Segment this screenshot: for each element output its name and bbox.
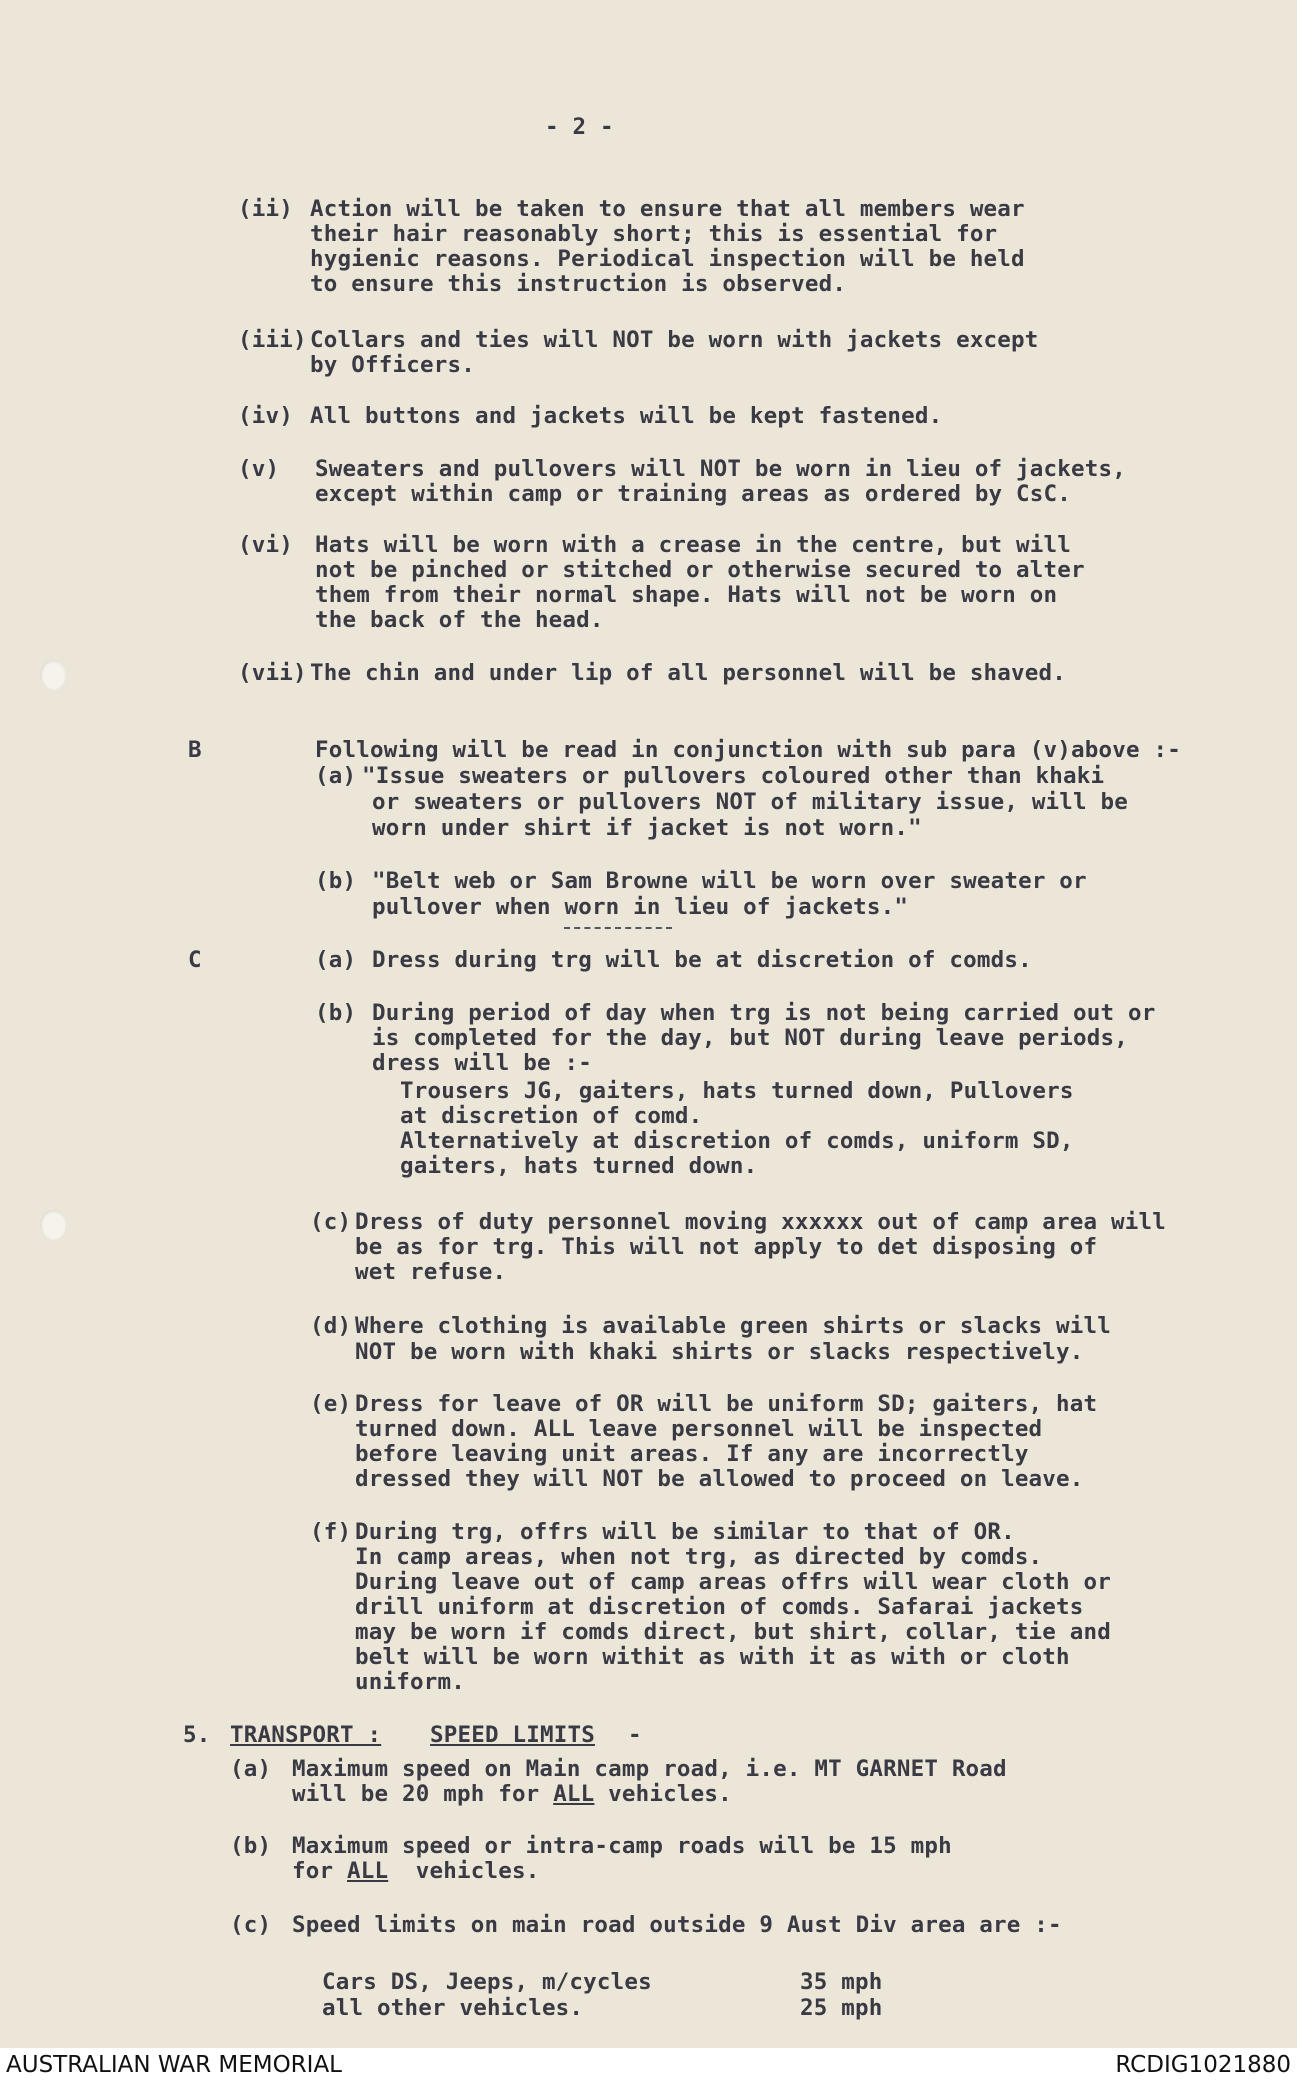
section-b-b-line: "Belt web or Sam Browne will be worn over sweater or [372, 868, 1087, 894]
all-emphasis: ALL [553, 1781, 595, 1807]
section-c-label: C [188, 947, 202, 973]
item-vi-line: them from their normal shape. Hats will not be worn on [315, 582, 1058, 608]
section-c-b-sub: at discretion of comd. [400, 1103, 703, 1129]
item-ii-line: Action will be taken to ensure that all members wear [310, 196, 1025, 222]
section-c-f-line: belt will be worn withit as with it as with or cloth [355, 1644, 1070, 1670]
section-5-b-line: Maximum speed or intra-camp roads will be 15 mph [292, 1833, 952, 1859]
speed-limit-vehicle: all other vehicles. [322, 1995, 584, 2021]
punch-hole-bottom [40, 1210, 66, 1240]
item-vi-line: not be pinched or stitched or otherwise secured to alter [315, 557, 1085, 583]
section-c-f-line: In camp areas, when not trg, as directed by comds. [355, 1544, 1043, 1570]
section-c-d-label: (d) [310, 1313, 352, 1339]
section-b-label: B [188, 737, 202, 763]
section-c-f-line: During trg, offrs will be similar to that of OR. [355, 1519, 1015, 1545]
section-c-e-line: before leaving unit areas. If any are incorrectly [355, 1441, 1029, 1467]
footer-right-text: RCDIG1021880 [1115, 2052, 1291, 2078]
item-vi-line: Hats will be worn with a crease in the centre, but will [315, 532, 1072, 558]
section-c-e-line: dressed they will NOT be allowed to proceed on leave. [355, 1466, 1084, 1492]
item-ii-line: hygienic reasons. Periodical inspection will be held [310, 246, 1025, 272]
section-b-a-line: or sweaters or pullovers NOT of military issue, will be [372, 789, 1129, 815]
section-c-b-sub: gaiters, hats turned down. [400, 1153, 758, 1179]
archive-footer [0, 2048, 1297, 2082]
section-b-a-label: (a) [315, 763, 357, 789]
section-c-f-line: During leave out of camp areas offrs will wear cloth or [355, 1569, 1112, 1595]
item-iv-line: All buttons and jackets will be kept fastened. [310, 403, 943, 429]
section-c-b-label: (b) [315, 1000, 357, 1026]
section-c-f-label: (f) [310, 1519, 352, 1545]
item-v-line: Sweaters and pullovers will NOT be worn in lieu of jackets, [315, 456, 1127, 482]
item-iv-label: (iv) [238, 403, 293, 429]
section-c-c-line: Dress of duty personnel moving xxxxxx out of camp area will [355, 1209, 1167, 1235]
item-iii-line: by Officers. [310, 352, 475, 378]
item-iii-line: Collars and ties will NOT be worn with jackets except [310, 327, 1039, 353]
section-c-c-label: (c) [310, 1209, 352, 1235]
item-ii-label: (ii) [238, 196, 293, 222]
speed-limit-value: 25 mph [800, 1995, 883, 2021]
item-ii-line: to ensure this instruction is observed. [310, 271, 847, 297]
section-b-intro: Following will be read in conjunction with sub para (v)above :- [315, 737, 1182, 763]
item-vi-line: the back of the head. [315, 607, 604, 633]
section-c-e-line: Dress for leave of OR will be uniform SD; gaiters, hat [355, 1391, 1098, 1417]
section-b-a-line: "Issue sweaters or pullovers coloured other than khaki [362, 763, 1105, 789]
section-5-b-line2-post: vehicles. [388, 1858, 540, 1884]
section-c-f-line: may be worn if comds direct, but shirt, collar, tie and [355, 1619, 1112, 1645]
all-emphasis: ALL [347, 1858, 389, 1884]
section-b-a-line: worn under shirt if jacket is not worn." [372, 815, 922, 841]
section-c-b-line: is completed for the day, but NOT during leave periods, [372, 1025, 1129, 1051]
section-5-heading-speed-limits: SPEED LIMITS [430, 1722, 595, 1748]
item-vii-line: The chin and under lip of all personnel will be shaved. [310, 660, 1067, 686]
section-5-number: 5. [183, 1722, 211, 1748]
section-5-c-line: Speed limits on main road outside 9 Aust Div area are :- [292, 1912, 1062, 1938]
section-5-heading-dash: - [628, 1722, 642, 1748]
separator-rule [564, 927, 672, 929]
section-5-a-line [292, 1781, 732, 1807]
section-c-b-line: During period of day when trg is not being carried out or [372, 1000, 1156, 1026]
section-5-c-label: (c) [230, 1912, 272, 1938]
speed-limit-vehicle: Cars DS, Jeeps, m/cycles [322, 1969, 652, 1995]
item-v-label: (v) [238, 456, 280, 482]
item-v-line: except within camp or training areas as ordered by CsC. [315, 481, 1072, 507]
section-5-b-label: (b) [230, 1833, 272, 1859]
section-c-c-line: wet refuse. [355, 1259, 507, 1285]
section-c-b-sub: Alternatively at discretion of comds, uniform SD, [400, 1128, 1074, 1154]
section-c-f-line: drill uniform at discretion of comds. Safarai jackets [355, 1594, 1084, 1620]
section-c-d-line: Where clothing is available green shirts or slacks will [355, 1313, 1112, 1339]
section-5-a-line2-post: vehicles. [594, 1781, 732, 1807]
section-5-b-line [292, 1858, 539, 1884]
item-vii-label: (vii) [238, 660, 307, 686]
section-c-d-line: NOT be worn with khaki shirts or slacks respectively. [355, 1339, 1084, 1365]
speed-limit-value: 35 mph [800, 1969, 883, 1995]
item-iii-label: (iii) [238, 327, 307, 353]
item-vi-label: (vi) [238, 532, 293, 558]
section-c-b-line: dress will be :- [372, 1050, 592, 1076]
section-c-e-label: (e) [310, 1391, 352, 1417]
section-5-a-line: Maximum speed on Main camp road, i.e. MT GARNET Road [292, 1756, 1007, 1782]
section-5-b-line2-pre: for [292, 1858, 347, 1884]
page-number: - 2 - [545, 114, 614, 140]
section-c-e-line: turned down. ALL leave personnel will be inspected [355, 1416, 1043, 1442]
footer-left-text: AUSTRALIAN WAR MEMORIAL [6, 2052, 342, 2078]
section-c-b-sub: Trousers JG, gaiters, hats turned down, Pullovers [400, 1078, 1074, 1104]
section-b-b-line: pullover when worn in lieu of jackets." [372, 894, 909, 920]
section-5-a-line2-pre: will be 20 mph for [292, 1781, 554, 1807]
item-ii-line: their hair reasonably short; this is essential for [310, 221, 998, 247]
section-5-a-label: (a) [230, 1756, 272, 1782]
section-c-a-label: (a) [315, 947, 357, 973]
section-c-c-line: be as for trg. This will not apply to det disposing of [355, 1234, 1098, 1260]
section-5-heading-transport: TRANSPORT : [230, 1722, 382, 1748]
section-c-a-line: Dress during trg will be at discretion of comds. [372, 947, 1032, 973]
punch-hole-top [40, 660, 66, 690]
section-b-b-label: (b) [315, 868, 357, 894]
section-c-f-line: uniform. [355, 1669, 465, 1695]
